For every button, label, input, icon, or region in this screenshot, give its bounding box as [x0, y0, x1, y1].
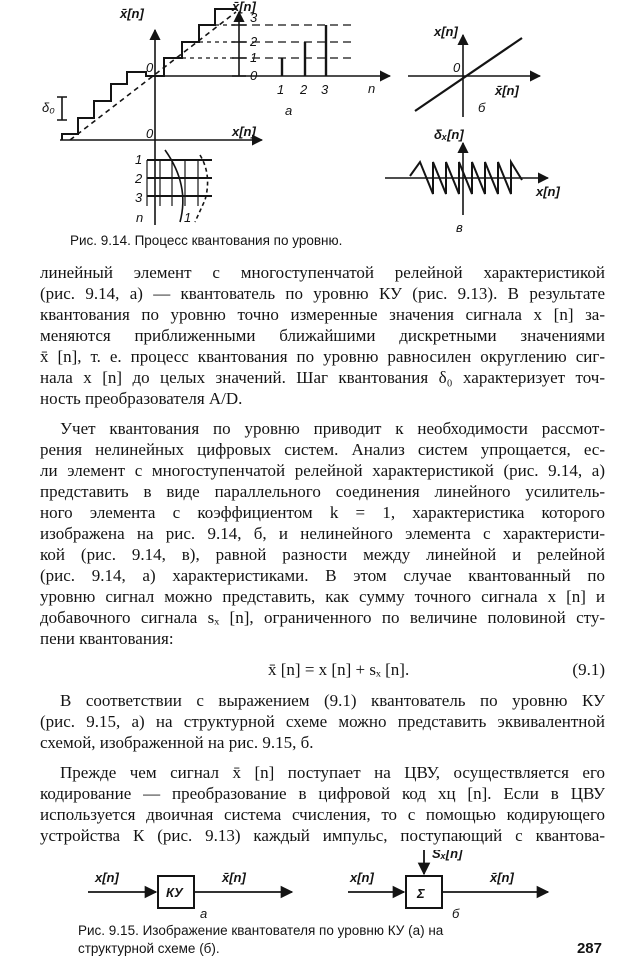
label-y-right: x̄[n]	[232, 0, 256, 14]
label-zero-main: 0	[146, 60, 154, 75]
bottom-level-2: 2	[135, 171, 143, 186]
label-zero-bottom: 0	[146, 126, 154, 141]
sub-label-b: б	[478, 100, 486, 115]
label-n-right: n	[368, 81, 376, 96]
n-tick-2: 2	[300, 82, 308, 97]
fig-9-15-caption: Рис. 9.15. Изображение квантователя по уровню КУ (а) на структурной схеме (б).	[78, 923, 444, 956]
label-b-y: x[n]	[434, 24, 458, 39]
figure-9-14a-plot	[57, 9, 390, 225]
figure-9-14v-plot	[385, 143, 548, 215]
label-n-bottom: n	[136, 210, 144, 225]
figure-9-15	[0, 850, 620, 920]
fig-b-output: x̄[n]	[490, 870, 514, 885]
fig-b-input: x[n]	[350, 870, 374, 885]
level-1: 1	[250, 50, 258, 65]
equation-number: (9.1)	[572, 660, 605, 679]
label-b-x: x̄[n]	[495, 83, 519, 98]
sub-label-v: в	[456, 220, 463, 235]
fig-a-input: x[n]	[95, 870, 119, 885]
level-3: 3	[250, 10, 258, 25]
label-b-zero: 0	[453, 60, 461, 75]
label-v-y: δₓ[n]	[434, 127, 464, 142]
level-0: 0	[250, 68, 258, 83]
bottom-level-1: 1	[135, 152, 143, 167]
sawtooth-error	[410, 162, 522, 194]
bottom-level-3: 3	[135, 190, 143, 205]
figure-9-14	[0, 0, 620, 240]
linear-characteristic	[415, 38, 522, 111]
equation-9-1	[40, 660, 605, 684]
quantized-impulses	[282, 25, 326, 76]
label-v-x: x[n]	[536, 184, 560, 199]
sub-label-1: 1	[184, 210, 192, 225]
fig-b-sub: б	[452, 906, 460, 920]
level-2: 2	[250, 34, 258, 49]
label-x-mid: x[n]	[232, 124, 256, 139]
fig-a-output: x̄[n]	[222, 870, 246, 885]
label-delta0: δ₀	[42, 100, 55, 115]
fig-b-top-input: Sₓ[n]	[432, 850, 463, 861]
n-tick-3: 3	[321, 82, 329, 97]
figure-9-14b-plot	[408, 35, 540, 117]
n-tick-1: 1	[277, 82, 285, 97]
fig-b-block: Σ	[417, 886, 425, 901]
fig-a-block: КУ	[166, 885, 183, 900]
page-number: 287	[576, 940, 602, 957]
sub-label-a: a	[285, 103, 293, 118]
fig-9-14-caption: Рис. 9.14. Процесс квантования по уровню.	[70, 233, 343, 248]
fig-a-sub: а	[200, 906, 208, 920]
equation-body: x̄ [n] = x [n] + sₓ [n].	[268, 660, 410, 679]
label-y-main: x̄[n]	[120, 6, 144, 21]
